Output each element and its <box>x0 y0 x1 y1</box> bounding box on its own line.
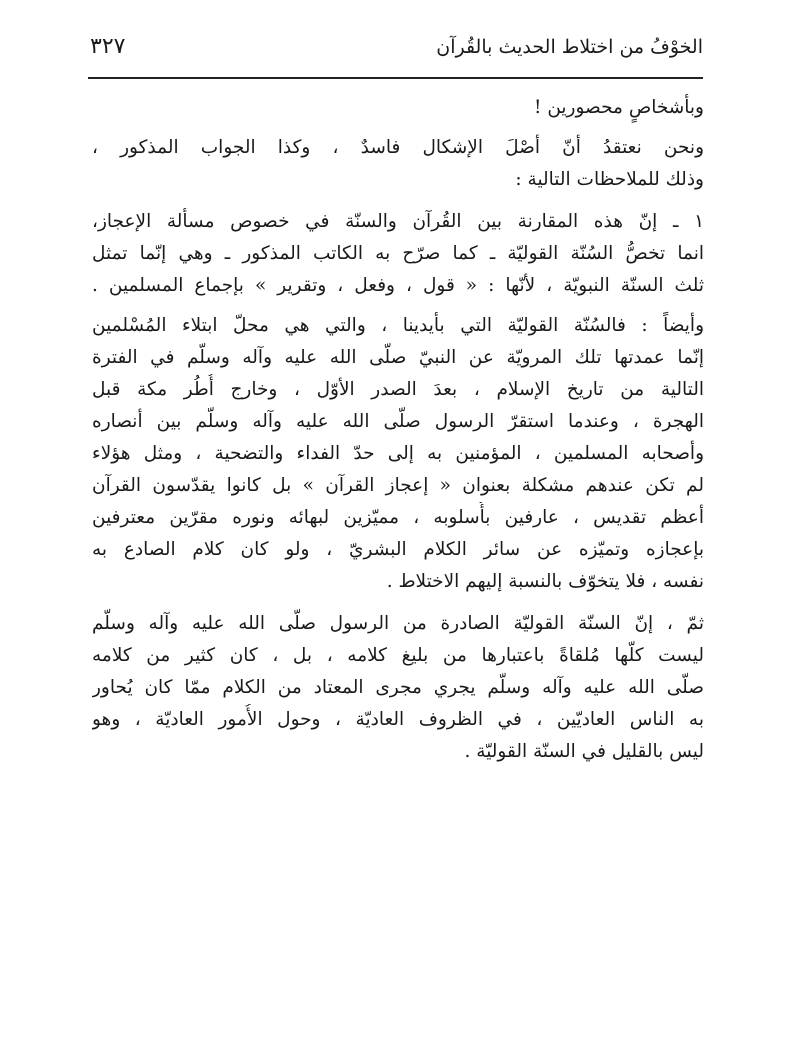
text-line: الهجرة ، وعندما استقرّ الرسول صلّى الله عليه وآله وسلّم بين أنصاره <box>92 411 704 432</box>
text-line: ونحن نعتقدُ أنّ أصْلَ الإشكال فاسدٌ ، وكذا الجواب المذكور ، <box>92 137 704 158</box>
paragraph-5 <box>92 608 704 768</box>
text-line: صلّى الله عليه وآله وسلّم يجري مجرى المعتاد من الكلام ممّا كان يُحاور <box>92 677 704 698</box>
text-line: أعظم تقديس ، عارفين بأُسلوبه ، مميّزين لبهائه ونوره مقرّين معترفين <box>92 507 704 528</box>
text-line: التالية من تاريخ الإسلام ، بعدَ الصدر الأوّل ، وخارج أُطُر مكة قبل <box>92 379 704 400</box>
running-title: الخوْفُ من اختلاط الحديث بالقُرآن <box>436 36 703 58</box>
text-line: ١ ـ إنّ هذه المقارنة بين القُرآن والسنّة في خصوص مسألة الإعجاز، <box>92 211 704 232</box>
text-line: لم تكن عندهم مشكلة بعنوان « إعجاز القرآن » بل كانوا يقدّسون القرآن <box>92 475 704 496</box>
text-line: نفسه ، فلا يتخوّف بالنسبة إليهم الاختلاط . <box>386 571 704 592</box>
text-line: ثلث السنّة النبويّة ، لأنّها : « قول ، وفعل ، وتقرير » بإجماع المسلمين . <box>92 275 704 296</box>
text-line: وأصحابه المسلمين ، المؤمنين به إلى حدّ الفداء والتضحية ، ومثل هؤلاء <box>92 443 704 464</box>
page-number: ٣٢٧ <box>90 34 126 59</box>
text-line: ليست كلّها مُلقاةً باعتبارها من بليغ كلامه ، بل ، كان كثير من كلامه <box>92 645 704 666</box>
text-line: وبأشخاصٍ محصورين ! <box>534 97 704 118</box>
text-line: انما تخصُّ السُنّة القوليّة ـ كما صرّح به الكاتب المذكور ـ وهي إنّما تمثل <box>92 243 704 264</box>
text-line: به الناس العاديّين ، في الظروف العاديّة ، وحول الأُمور العاديّة ، وهو <box>92 709 704 730</box>
text-line: وذلك للملاحظات التالية : <box>515 169 704 190</box>
paragraph-4 <box>92 310 704 598</box>
text-line: بإعجازه وتميّزه عن سائر الكلام البشريّ ، ولو كان كلام الصادع به <box>92 539 704 560</box>
body-text <box>92 92 704 768</box>
page-header <box>88 30 703 70</box>
paragraph-1 <box>92 92 704 124</box>
text-line: ثمّ ، إنّ السنّة القوليّة الصادرة من الرسول صلّى الله عليه وآله وسلّم <box>92 613 704 634</box>
text-line: وأيضاً : فالسُنّة القوليّة التي بأيدينا ، والتي هي محلّ ابتلاء المُسْلمين <box>92 315 704 336</box>
header-divider <box>88 77 703 79</box>
paragraph-3 <box>92 206 704 302</box>
paragraph-2 <box>92 132 704 196</box>
text-line: ليس بالقليل في السنّة القوليّة . <box>464 741 704 762</box>
text-line: إنّما عمدتها تلك المرويّة عن النبيّ صلّى الله عليه وآله وسلّم في الفترة <box>92 347 704 368</box>
